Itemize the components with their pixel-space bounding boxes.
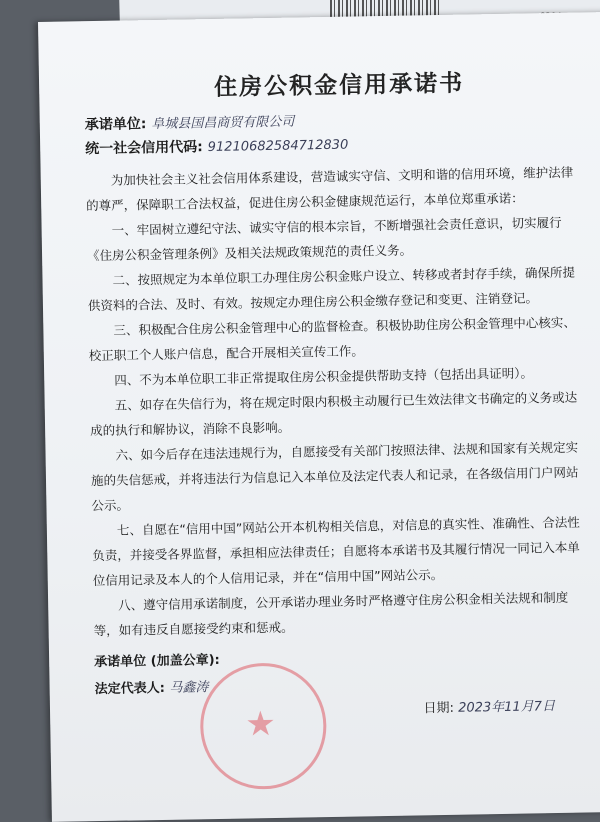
credit-code-handwritten: 91210682584712830 (207, 137, 349, 156)
document-page (38, 12, 600, 822)
seal-label: 承诺单位 (加盖公章): (94, 652, 220, 671)
legal-rep-signature: 马鑫涛 (169, 680, 209, 696)
paragraph-4: 四、不为本单位职工非正常提取住房公积金提供帮助支持（包括出具证明）。 (114, 365, 534, 388)
paragraph-7: 七、自愿在“信用中国”网站公开本机构相关信息，对信息的真实性、准确性、合法性负责，并接受各界监督，承担相应法律责任；自愿将本承诺书及其履行情况一同记入本单位信用记录及本人的个人信用记录，并在“信用中国”网站公示。 (92, 514, 580, 589)
paragraph-5: 五、如存在失信行为，将在规定时限内积极主动履行已生效法律文书确定的义务或达成的执行和解协议，消除不良影响。 (90, 389, 578, 439)
paragraph-1: 一、牢固树立遵纪守法、诚实守信的根本宗旨，不断增强社会责任意识，切实履行《住房公积金管理条例》及相关法规政策规范的责任义务。 (86, 214, 562, 264)
document-title: 住房公积金信用承诺书 (213, 69, 465, 101)
unit-label: 承诺单位: (84, 116, 147, 134)
unit-handwritten: 阜城县国昌商贸有限公司 (151, 114, 295, 133)
paragraph-3: 三、积极配合住房公积金管理中心的监督检查。积极协助住房公积金管理中心核实、校正职工个人账户信息，配合开展相关宣传工作。 (88, 314, 576, 364)
seal-star-icon: ★ (244, 703, 277, 745)
credit-code-field (85, 130, 575, 159)
unit-field (85, 106, 575, 135)
document-body (84, 53, 585, 722)
paragraph-8: 八、遵守信用承诺制度，公开承诺办理业务时严格遵守住房公积金相关法规和制度等，如有违反自愿接受约束和惩戒。 (93, 589, 569, 639)
paragraph-6: 六、如今后存在违法违规行为，自愿接受有关部门按照法律、法规和国家有关规定实施的失信惩戒，并将违法行为信息记入本单位及法定代表人和记录，在各级信用门户网站公示。 (90, 439, 579, 514)
company-seal (199, 662, 327, 790)
date-label: 日期: (423, 700, 455, 717)
legal-rep-field (94, 670, 584, 698)
date-handwritten: 2023年11月7日 (458, 699, 556, 716)
credit-code-label: 统一社会信用代码: (85, 139, 203, 158)
paragraph-intro: 为加快社会主义社会信用体系建设，营造诚实守信、文明和谐的信用环境，维护法律的尊严，保障职工合法权益，促进住房公积金健康规范运行，本单位郑重承诺： (86, 164, 574, 214)
legal-rep-label: 法定代表人: (94, 680, 165, 698)
paragraph-2: 二、按照规定为本单位职工办理住房公积金账户设立、转移或者封存手续，确保所提供资料的合法、及时、有效。按规定办理住房公积金缴存登记和变更、注销登记。 (87, 264, 576, 314)
paragraph-list (86, 160, 584, 643)
